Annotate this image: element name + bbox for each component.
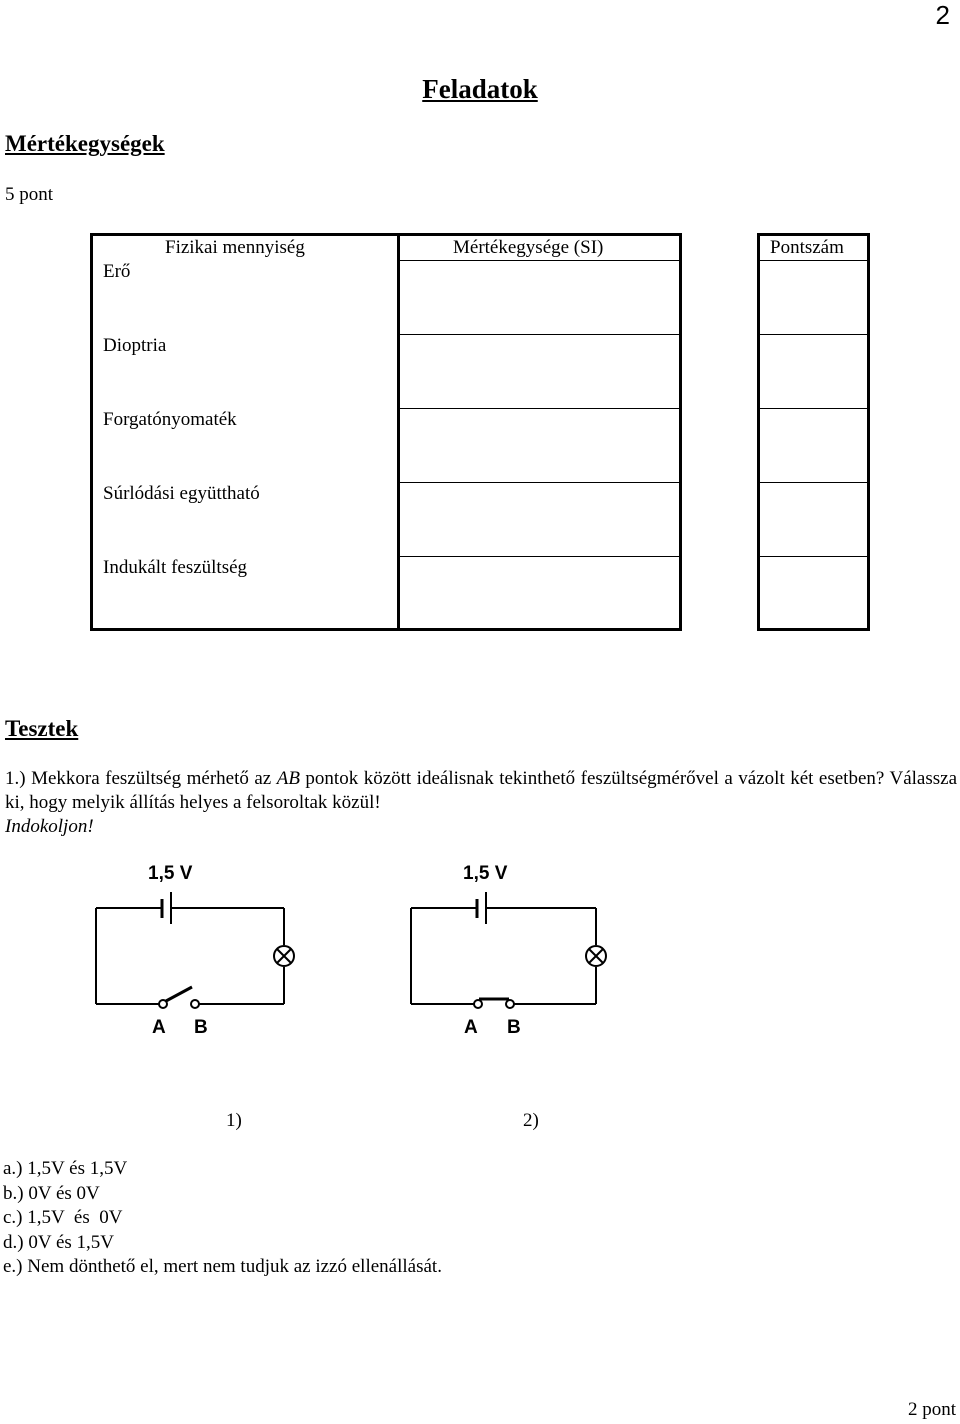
switch-closed-symbol (474, 999, 514, 1008)
circuit-1-caption: 1) (226, 1110, 242, 1131)
header-unit: Mértékegysége (SI) (453, 237, 604, 258)
list-item: b.) 0V és 0V (3, 1182, 100, 1204)
circuit-2-label-a: A (464, 1017, 478, 1038)
question-prefix: 1.) Mekkora feszültség mérhető az (5, 768, 277, 789)
page-number: 2 (935, 0, 950, 30)
question-ab: AB (276, 768, 300, 789)
circuit-2-diagram (400, 855, 620, 1045)
list-item: a.) 1,5V és 1,5V (3, 1158, 128, 1179)
circuit-2-voltage: 1,5 V (463, 863, 508, 884)
question-points: 2 pont (907, 1399, 956, 1420)
circuit-1-diagram (85, 855, 305, 1045)
section-heading-units: Mértékegységek (5, 131, 165, 156)
list-item: e.) Nem dönthető el, mert nem tudjuk az izzó ellenállását. (3, 1256, 442, 1277)
units-table (90, 233, 870, 631)
battery-symbol (162, 892, 171, 924)
bulb-symbol (274, 946, 294, 966)
list-item: c.) 1,5V és 0V (3, 1207, 123, 1228)
bulb-symbol (586, 946, 606, 966)
circuit-2-caption: 2) (523, 1110, 539, 1131)
header-quantity: Fizikai mennyiség (165, 237, 305, 258)
header-points: Pontszám (770, 237, 844, 258)
circuit-1-label-a: A (152, 1017, 166, 1038)
circuit-1-voltage: 1,5 V (148, 863, 193, 884)
question-rest: pontok között ideálisnak tekinthető feszültségmérővel a vázolt két esetben? Válassza ki, hogy melyik állítás helyes a felsoroltak közül! (5, 768, 957, 813)
section-points: 5 pont (5, 184, 54, 205)
question-1 (5, 767, 957, 839)
table-row: Indukált feszültség (103, 557, 248, 578)
table-row: Dioptria (103, 335, 167, 356)
page-title: Feladatok (422, 74, 538, 104)
circuit-1-label-b: B (194, 1017, 208, 1038)
question-instruction: Indokoljon! (5, 816, 94, 837)
table-row: Erő (103, 261, 131, 282)
answer-options (3, 1157, 442, 1280)
section-heading-tests: Tesztek (5, 716, 79, 741)
list-item: d.) 0V és 1,5V (3, 1231, 115, 1253)
switch-open-symbol (159, 987, 199, 1008)
table-row: Forgatónyomaték (103, 409, 237, 430)
table-row: Súrlódási együttható (103, 483, 260, 504)
circuit-2-label-b: B (507, 1017, 521, 1038)
battery-symbol (477, 892, 486, 924)
